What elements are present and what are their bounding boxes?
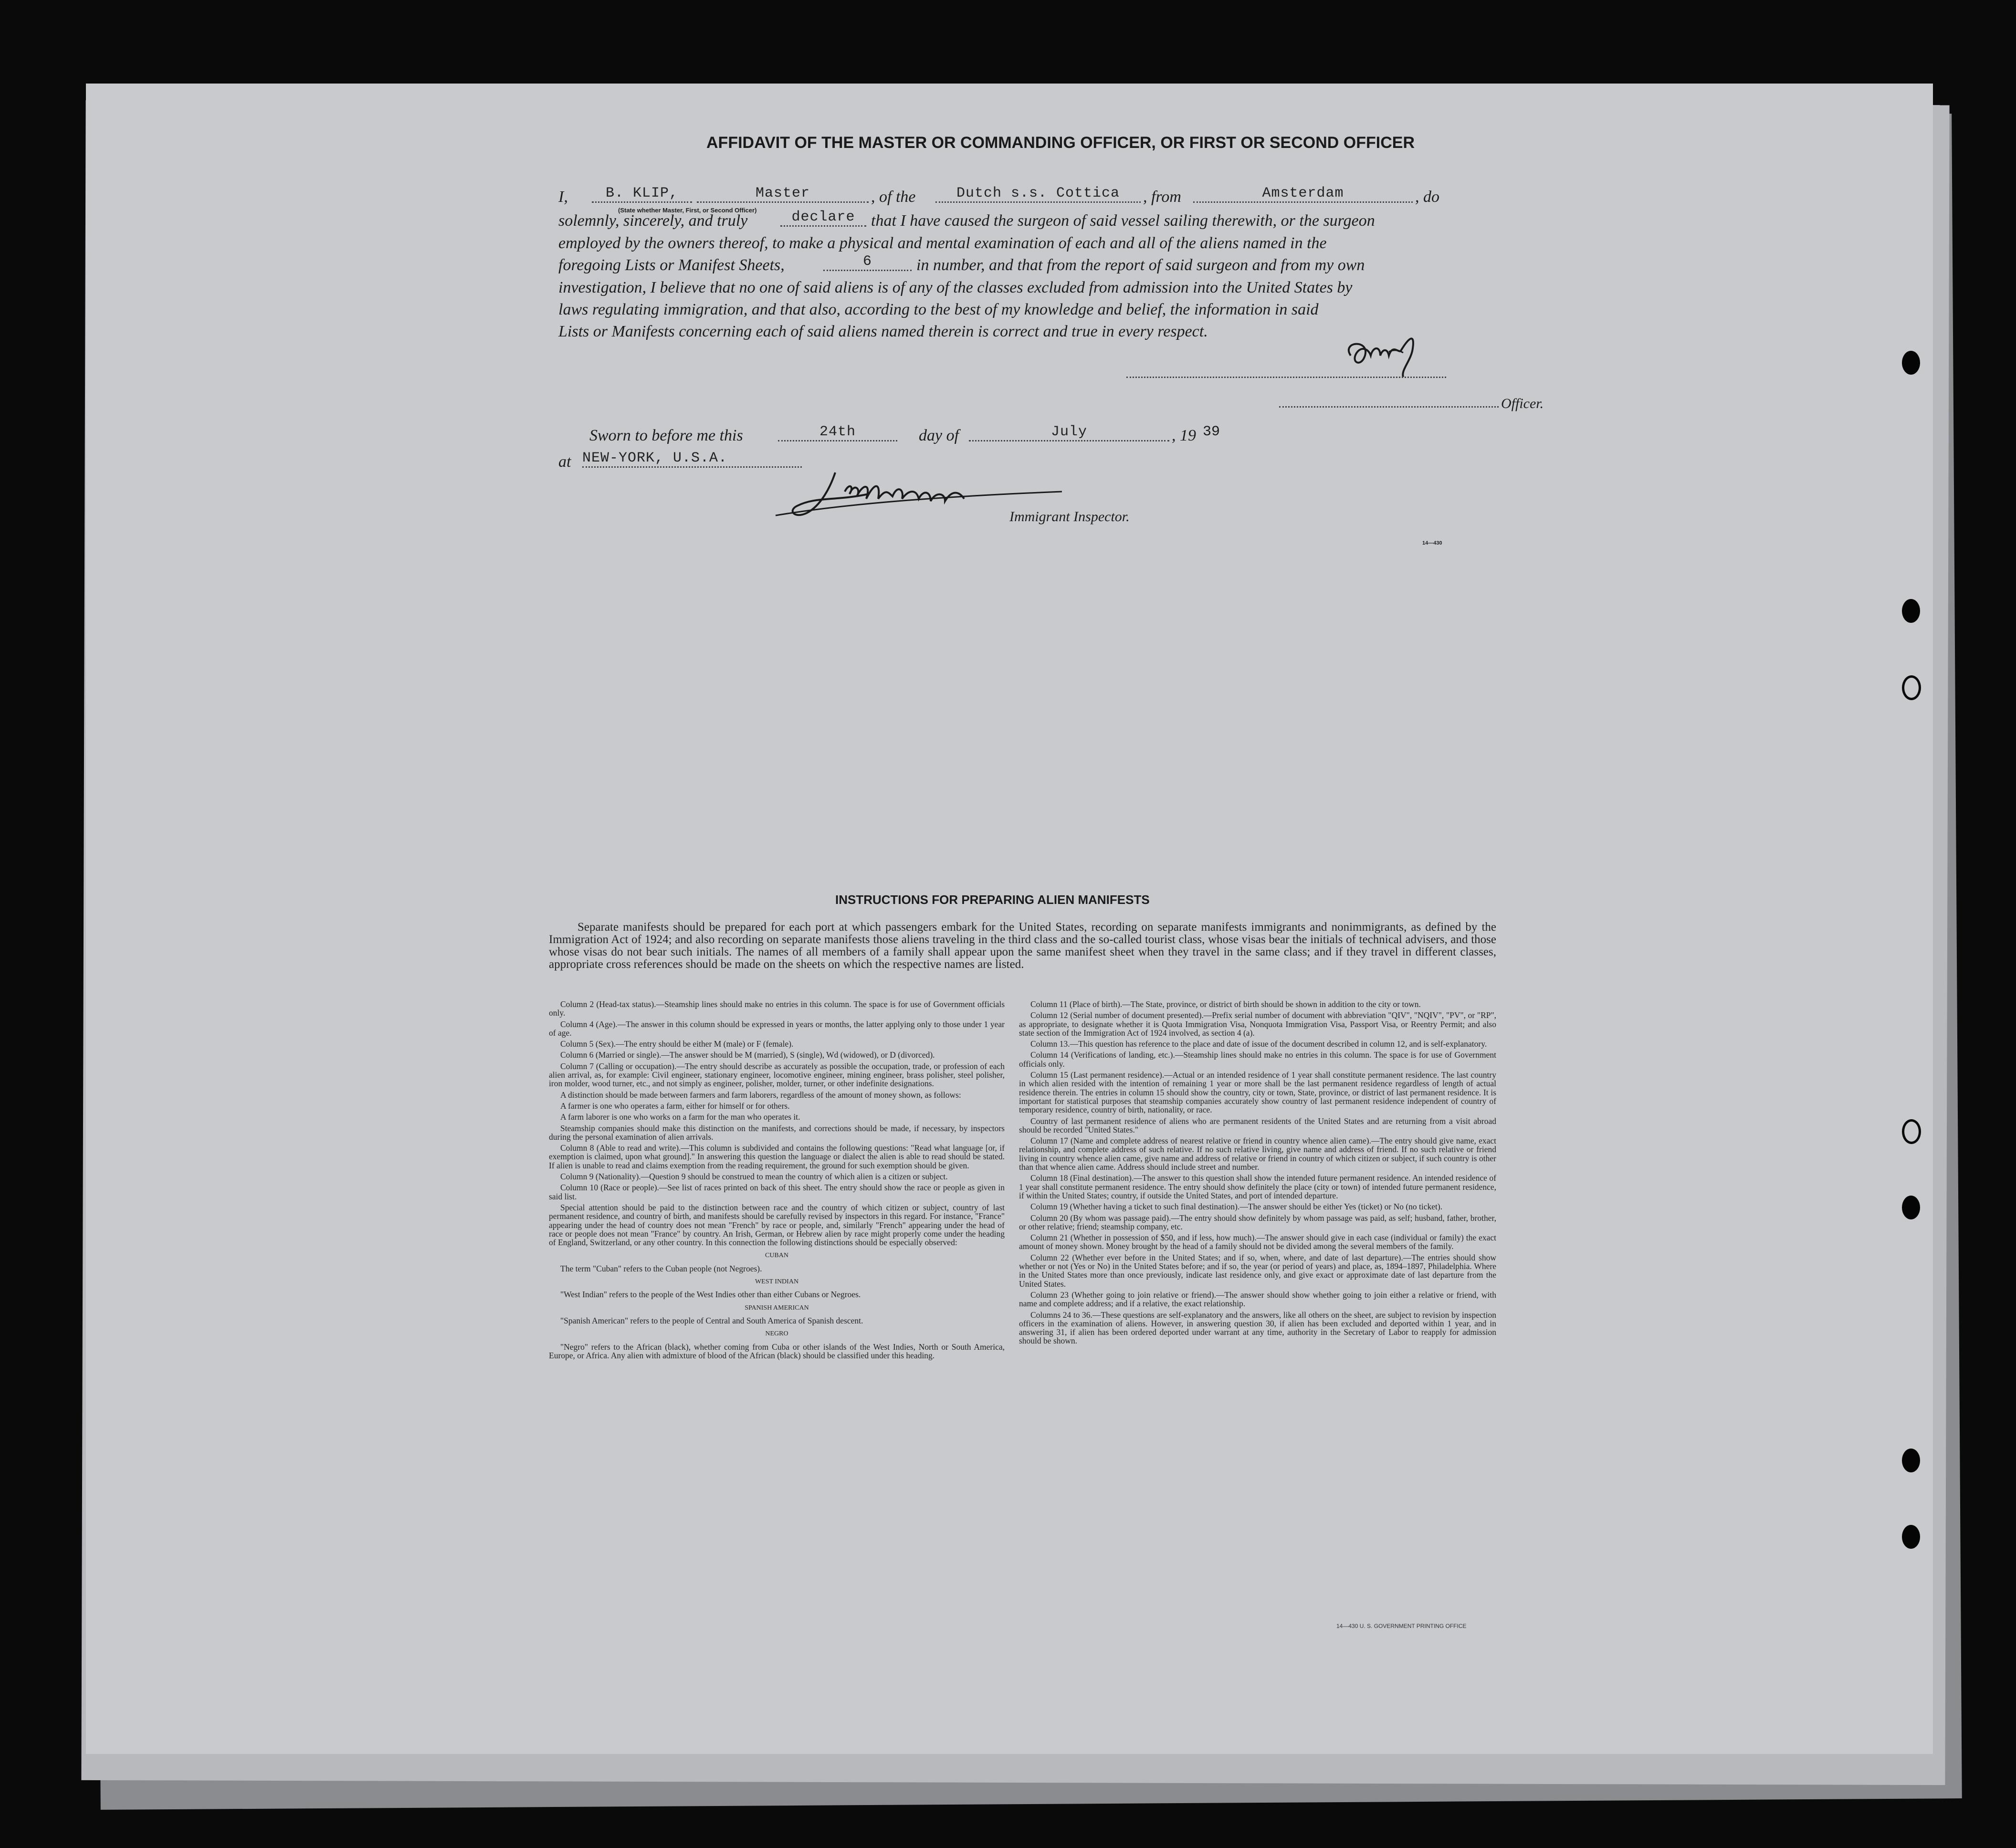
instructions-title: INSTRUCTIONS FOR PREPARING ALIEN MANIFESTS [835, 892, 1150, 907]
place-field: NEW-YORK, U.S.A. [582, 450, 802, 468]
year-field: 39 [1203, 424, 1220, 440]
instruction-paragraph: The term "Cuban" refers to the Cuban people (not Negroes). [560, 1263, 762, 1273]
officer-line [1279, 406, 1499, 408]
vessel-field: Dutch s.s. Cottica [935, 185, 1141, 203]
instruction-paragraph: A farm laborer is one who works on a farm for the man who operates it. [560, 1112, 800, 1122]
instruction-paragraph: "West Indian" refers to the people of the West Indies other than either Cubans or Negroes. [560, 1290, 861, 1300]
instruction-paragraph: Column 21 (Whether in possession of $50, and if less, how much).—The answer should give in each case (individual or family) the exact amount of money shown. Money brought by the head of a family should not be divided among the several members of the family. [1019, 1233, 1496, 1251]
officer-rank-field: Master [697, 185, 869, 203]
instructions-intro: Separate manifests should be prepared for each port at which passengers embark for the United States, recording on separate manifests immigrants and nonimmigrants, as defined by the Immigration Act of 1924; and also recording on separate manifests those aliens traveling in the third class and the so-called tourist class, whose visas bear the initials of technical advisers, and those whose visas do not bear such initials. The names of all members of a family shall appear upon the same manifest sheet when they travel in the same class; and if they travel in different classes, appropriate cross references should be made on the sheets on which the respective names are listed. [549, 921, 1496, 971]
instruction-paragraph: Column 20 (By whom was passage paid).—The entry should show definitely by whom passage was paid, as self; husband, father, brother, or other relative; friend; steamship company, etc. [1019, 1213, 1496, 1231]
instruction-paragraph: Special attention should be paid to the distinction between race and the country of which citizen or subject, country of last permanent residence, and country of birth, and manifests should be carefully revised by inspectors in this regard. For instance, "France" appearing under the head of country does not mean "French" by race or people, and, similarly "French" appearing under the head of race or people does not mean "France" by country. An Irish, German, or Hebrew alien by race might properly come under the heading of England, Switzerland, or any other country. In this connection the following distinctions should be especially observed: [549, 1202, 1005, 1248]
form-number: 14—430 [1422, 540, 1442, 546]
binder-hole [1902, 1449, 1920, 1472]
instruction-paragraph: Column 22 (Whether ever before in the United States; and if so, when, where, and date of last departure).—The entries should show whether or not (Yes or No) in the United States before; and if so, the year (or period of years) and place, as, 1894–1897, Philadelphia. Where in the United States more than once previously, indicate last residence only, and give exact or approximate date of last departure from the United States. [1019, 1252, 1496, 1289]
instruction-paragraph: Column 7 (Calling or occupation).—The entry should describe as accurately as possible the occupation, trade, or profession of each alien arrival, as, for example: Civil engineer, stationary engineer, locomotive engineer, mining engineer, brass polisher, steel polisher, iron molder, wood turner, etc., and not simply as engineer, polisher, molder, turner, or other indefinite designations. [549, 1061, 1005, 1089]
affidavit-line: that I have caused the surgeon of said vessel sailing therewith, or the surgeon [871, 212, 1375, 230]
affidavit-line: employed by the owners thereof, to make a physical and mental examination of each and all of the aliens named in the [558, 234, 1327, 252]
inspector-label: Immigrant Inspector. [1009, 509, 1130, 525]
section-heading: SPANISH AMERICAN [745, 1304, 809, 1312]
instruction-paragraph: Column 8 (Able to read and write).—This column is subdivided and contains the following questions: "Read what language [or, if exemption is claimed, upon what ground]." In answering this question the language or dialect the alien is able to read should be stated. If alien is unable to read and claims exemption from the reading requirement, the ground for such exemption should be given. [549, 1143, 1005, 1170]
instruction-paragraph: Column 15 (Last permanent residence).—Actual or an intended residence of 1 year shall constitute permanent residence. The last country in which alien resided with the intention of remaining 1 year or more shall be the last permanent residence regardless of length of actual residence therein. The entries in column 15 should show the country, city or town, State, province, or district of last permanent residence. It is important for statistical purposes that steamship companies accurately show country of last permanent residence independent of country of temporary residence, country of birth, nationality, or race. [1019, 1070, 1496, 1115]
instruction-paragraph: Columns 24 to 36.—These questions are self-explanatory and the answers, like all others on the sheet, are subject to revision by inspection officers in the examination of aliens. However, in answering question 30, if alien has been excluded and deported within 1 year, and in answering 31, if alien has been ordered deported under warrant at any time, authority in the Secretary of Labor to reapply for admission should be shown. [1019, 1310, 1496, 1346]
at-label: at [558, 453, 571, 471]
affidavit-line: laws regulating immigration, and that also, according to the best of my knowledge and belief, the information in said [558, 301, 1319, 318]
binder-hole [1902, 1525, 1920, 1549]
binder-hole [1902, 351, 1920, 375]
affidavit-line: solemnly, sincerely, and truly [558, 212, 748, 230]
instruction-paragraph: Column 18 (Final destination).—The answer to this question shall show the intended future permanent residence. An intended residence of 1 year shall constitute permanent residence. The entry should show definitely the place (city or town) of intended future permanent residence, if within the United States; country, if outside the United States, and port of intended departure. [1019, 1173, 1496, 1200]
instruction-paragraph: "Spanish American" refers to the people of Central and South America of Spanish descent. [560, 1315, 863, 1325]
affidavit-i: I, [558, 188, 568, 206]
binder-hole [1902, 599, 1920, 623]
instructions-right-column [1019, 1000, 1496, 1348]
rank-hint: (State whether Master, First, or Second Officer) [618, 207, 757, 214]
instruction-paragraph: Column 5 (Sex).—The entry should be either M (male) or F (female). [560, 1039, 794, 1049]
affidavit-line: foregoing Lists or Manifest Sheets, [558, 256, 785, 274]
instruction-paragraph: Column 13.—This question has reference to the place and date of issue of the document described in column 12, and is self-explanatory. [1030, 1039, 1487, 1049]
instruction-paragraph: A distinction should be made between farmers and farm laborers, regardless of the amount of money shown, as follows: [560, 1090, 961, 1100]
sworn-label: Sworn to before me this [589, 427, 743, 444]
document-page [86, 84, 1933, 1754]
binder-hole [1902, 675, 1921, 700]
affidavit-line: in number, and that from the report of said surgeon and from my own [916, 256, 1365, 274]
affidavit-title: AFFIDAVIT OF THE MASTER OR COMMANDING OFFICER, OR FIRST OR SECOND OFFICER [706, 134, 1415, 152]
instruction-paragraph: Column 9 (Nationality).—Question 9 should be construed to mean the country of which alien is a citizen or subject. [560, 1172, 948, 1182]
section-heading: WEST INDIAN [755, 1278, 799, 1286]
day-of-label: day of [919, 427, 959, 444]
section-heading: CUBAN [765, 1252, 788, 1260]
instruction-paragraph: Column 4 (Age).—The answer in this column should be expressed in years or months, the latter applying only to those under 1 year of age. [549, 1019, 1005, 1038]
instruction-paragraph: Country of last permanent residence of aliens who are permanent residents of the United States and are returning from a visit abroad should be recorded "United States." [1019, 1116, 1496, 1134]
sworn-month-field: July [969, 424, 1169, 441]
instruction-paragraph: Column 6 (Married or single).—The answer should be M (married), S (single), Wd (widowed), or D (divorced). [560, 1050, 935, 1060]
printer-imprint: 14—430 U. S. GOVERNMENT PRINTING OFFICE [1336, 1623, 1467, 1629]
instruction-paragraph: Column 2 (Head-tax status).—Steamship lines should make no entries in this column. The space is for use of Government officials only. [549, 999, 1005, 1018]
instruction-paragraph: Column 14 (Verifications of landing, etc.).—Steamship lines should make no entries in this column. The space is for use of Government officials only. [1019, 1050, 1496, 1069]
signature-line [1126, 377, 1446, 378]
year-label: , 19 [1172, 427, 1196, 444]
instruction-paragraph: A farmer is one who operates a farm, either for himself or for others. [560, 1101, 790, 1111]
officer-label: Officer. [1501, 396, 1544, 411]
affidavit-line: Lists or Manifests concerning each of said aliens named therein is correct and true in every respect. [558, 323, 1208, 340]
instruction-paragraph: Column 12 (Serial number of document presented).—Prefix serial number of document with abbreviation "QIV", "NQIV", "PV", or "RP", as appropriate, to designate whether it is Quota Immigration Visa, Nonquota Immigration Visa, Passport Visa, or Reentry Permit; and also state section of the Immigration Act of 1924 involved, as section 4 (a). [1019, 1010, 1496, 1038]
sworn-day-field: 24th [778, 424, 897, 441]
sheet-count-field: 6 [823, 253, 912, 271]
affidavit-line: investigation, I believe that no one of said aliens is of any of the classes excluded from admission into the United States by [558, 279, 1353, 296]
instruction-paragraph: Column 11 (Place of birth).—The State, province, or district of birth should be shown in addition to the city or town. [1030, 999, 1421, 1009]
do-label: , do [1415, 188, 1439, 206]
instruction-paragraph: Column 10 (Race or people).—See list of races printed on back of this sheet. The entry should show the race or people as given in said list. [549, 1183, 1005, 1201]
master-signature [1250, 322, 1470, 384]
of-the-label: , of the [871, 188, 916, 206]
port-field: Amsterdam [1193, 185, 1413, 203]
instruction-paragraph: Column 19 (Whether having a ticket to such final destination).—The answer should be either Yes (ticket) or No (no ticket). [1030, 1202, 1443, 1212]
officer-name-field: B. KLIP, [592, 185, 692, 203]
instructions-left-column [549, 1000, 1005, 1362]
binder-hole [1902, 1119, 1921, 1144]
instruction-paragraph: Column 17 (Name and complete address of nearest relative or friend in country whence alien came).—The entry should give name, exact relationship, and complete address of such relative. If no such relative living, give name and address of friend. If no such relative or friend living in country whence alien came, give name and address of relative or friend in country of which citizen or subject, if such country is other than that whence alien came. Address should include street and number. [1019, 1136, 1496, 1172]
declare-field: declare [780, 209, 866, 227]
binder-hole [1902, 1196, 1920, 1219]
instruction-paragraph: Column 23 (Whether going to join relative or friend).—The answer should show whether going to join either a relative or friend, with name and complete address; and if a relative, the exact relationship. [1019, 1290, 1496, 1309]
section-heading: NEGRO [765, 1330, 788, 1338]
from-label: , from [1143, 188, 1181, 206]
instruction-paragraph: "Negro" refers to the African (black), whether coming from Cuba or other islands of the West Indies, North or South America, Europe, or Africa. Any alien with admixture of blood of the African (black) should be classified under this heading. [549, 1342, 1005, 1360]
instruction-paragraph: Steamship companies should make this distinction on the manifests, and corrections should be made, if necessary, by inspectors during the personal examination of alien arrivals. [549, 1123, 1005, 1142]
